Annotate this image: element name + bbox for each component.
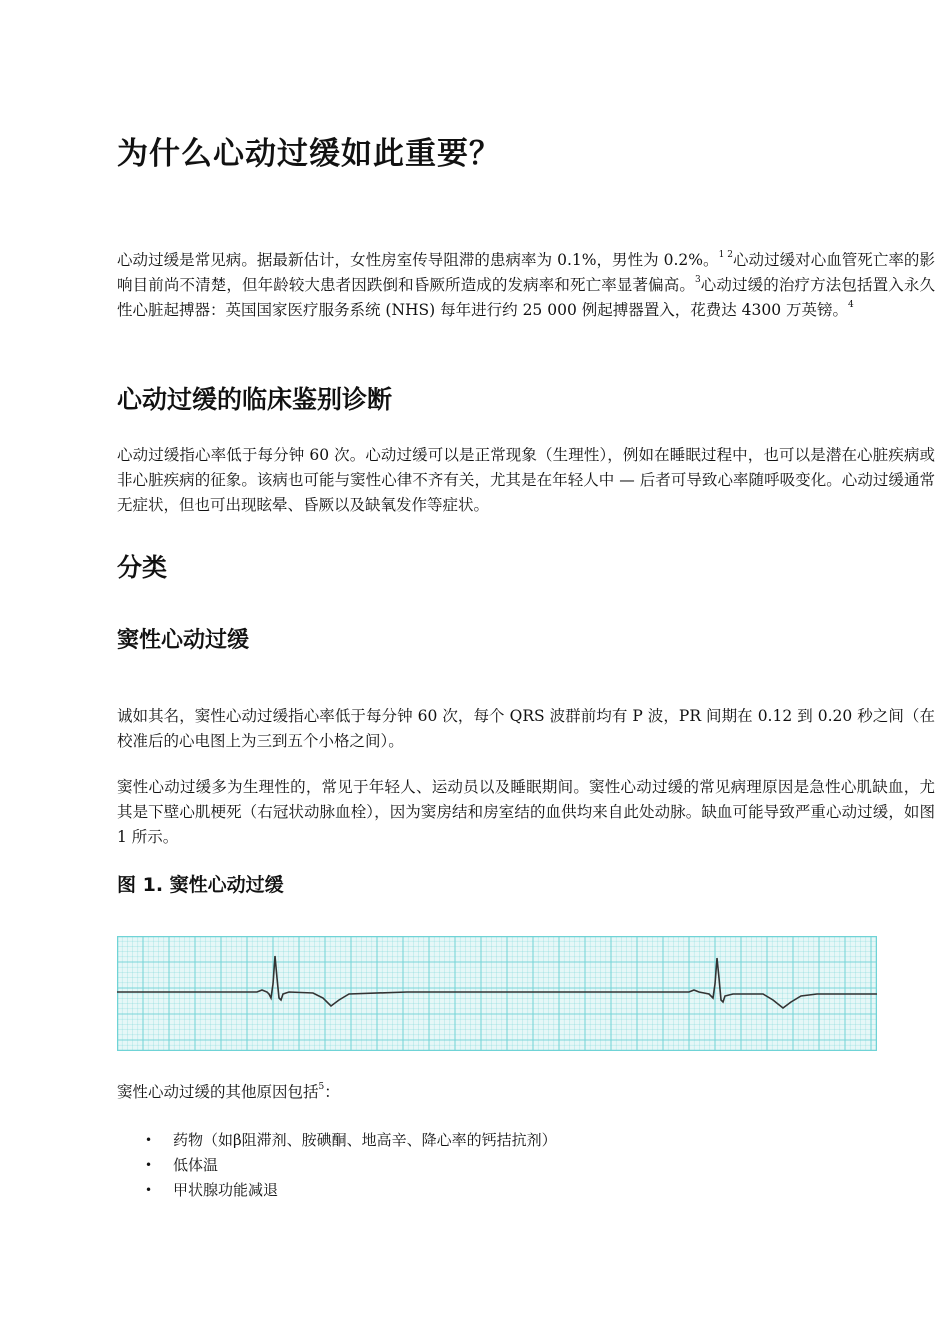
- subsection-heading-sinus-bradycardia: 窦性心动过缓: [117, 628, 250, 653]
- other-causes-intro: [117, 1080, 935, 1105]
- cause-drugs: 药物（如β阻滞剂、胺碘酮、地高辛、降心率的钙拮抗剂）: [173, 1131, 557, 1149]
- sinus-definition-paragraph: 诚如其名，窦性心动过缓指心率低于每分钟 60 次，每个 QRS 波群前均有 P 波，PR 间期在 0.12 到 0.20 秒之间（在校准后的心电图上为三到五个小格之间）。: [117, 707, 935, 750]
- other-causes-list: [145, 1128, 557, 1203]
- page-title: 为什么心动过缓如此重要？: [117, 136, 501, 172]
- cause-hypothyroidism: 甲状腺功能减退: [173, 1181, 279, 1199]
- intro-text-b: 心动过缓对心血管死亡率的影响目前尚不清楚，但年龄较大患者因跌倒和昏厥所造成的发病率和死亡率显著偏高。: [117, 251, 935, 294]
- intro-paragraph: [117, 248, 935, 323]
- intro-text-c: 心动过缓的治疗方法包括置入永久性心脏起搏器：英国国家医疗服务系统 (NHS) 每年进行约 25 000 例起搏器置入，花费达 4300 万英镑。: [117, 276, 935, 319]
- figure-title: 图 1. 窦性心动过缓: [117, 874, 284, 896]
- citation-3: 3: [694, 275, 701, 285]
- other-causes-text: 窦性心动过缓的其他原因包括: [117, 1083, 319, 1101]
- section-heading-classification: 分类: [117, 553, 168, 582]
- citation-4: 4: [848, 300, 854, 310]
- citation-1-2: 1 2: [718, 250, 733, 260]
- list-item: [145, 1178, 557, 1203]
- cause-hypothermia: 低体温: [173, 1156, 219, 1174]
- bullet-icon: •: [145, 1158, 153, 1172]
- intro-text-a: 心动过缓是常见病。据最新估计，女性房室传导阻滞的患病率为 0.1%，男性为 0.2%。: [117, 251, 719, 269]
- bullet-icon: •: [145, 1133, 153, 1147]
- list-item: [145, 1128, 557, 1153]
- bullet-icon: •: [145, 1183, 153, 1197]
- section-heading-diagnosis: 心动过缓的临床鉴别诊断: [117, 385, 393, 414]
- diagnosis-paragraph: 心动过缓指心率低于每分钟 60 次。心动过缓可以是正常现象（生理性），例如在睡眠过程中，也可以是潜在心脏疾病或非心脏疾病的征象。该病也可能与窦性心律不齐有关，尤其是在年轻人中 — 后者可导致心率随呼吸变化。心动过缓通常无症状，但也可出现眩晕、昏厥以及缺氧发作等症状。: [117, 446, 935, 514]
- list-item: [145, 1153, 557, 1178]
- ecg-strip-figure: [117, 936, 877, 1051]
- other-causes-colon: ：: [324, 1083, 340, 1101]
- citation-5: 5: [318, 1082, 325, 1092]
- sinus-causes-paragraph: 窦性心动过缓多为生理性的，常见于年轻人、运动员以及睡眠期间。窦性心动过缓的常见病理原因是急性心肌缺血，尤其是下壁心肌梗死（右冠状动脉血栓），因为窦房结和房室结的血供均来自此处动脉。缺血可能导致严重心动过缓，如图 1 所示。: [117, 778, 935, 846]
